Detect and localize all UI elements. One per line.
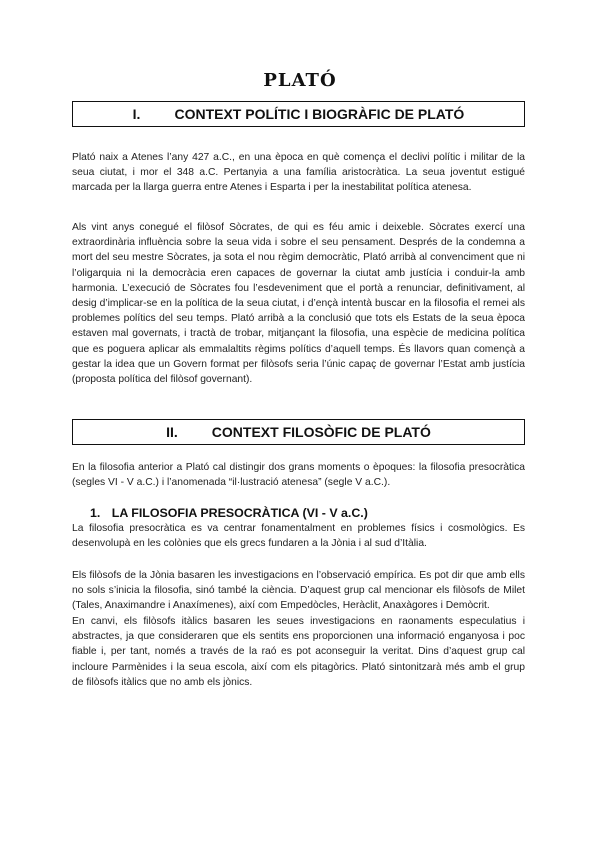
subsection-1-paragraph-3: En canvi, els filòsofs itàlics basaren les seues investigacions en raonaments especulatius i abstractes, ja que consideraren que els sentits ens proporcionen una informació enganyosa i poc fiable i, per tant, només a través de la raó es pot aconseguir la veritat. Dins d’aquest grup cal incloure Parmènides i la seua escola, així com els pitagòrics. Plató sintonitzarà més amb el grup de filòsofs itàlics que no amb els jònics. — [72, 616, 525, 688]
section-1-heading-box — [72, 101, 525, 127]
section-2-heading-box — [72, 419, 525, 445]
section-1-number: I. — [132, 106, 141, 122]
section-1-paragraph-2: Als vint anys conegué el filòsof Sòcrates, de qui es féu amic i deixeble. Sòcrates exercí una extraordinària influència sobre la seua vida i sobre el seu pensament. Després de la condemna a mort del seu mestre Sòcrates, ja sota el nou règim democràtic, Plató arribà al convenciment que ni l’oligarquia ni la democràcia eren capaces de governar la ciutat amb justícia i conduir-la amb harmonia. L’execució de Sòcrates fou l’esdeveniment que el portà a renunciar, definitivament, al desig d’implicar-se en la política de la seua ciutat, i d’ençà intentà buscar en la filosofia el remei als problemes polítics del seu temps. Plató arribà a la conclusió que tots els Estats de la seua època estaven mal governats, i tractà de trobar, mitjançant la filosofia, una espècie de medicina política que es poguera aplicar als emmalaltits règims polítics d’aquell temps. És llavors quan començà a gestar la idea que un Govern format per filòsofs seria l’únic capaç de governar l’Estat amb justícia (proposta política del filòsof governant). — [72, 222, 525, 386]
section-1-paragraph-1: Plató naix a Atenes l’any 427 a.C., en una època en què comença el declivi polític i militar de la seua ciutat, i mor el 348 a.C. Pertanyia a una família aristocràtica. La seua joventut estigué marcada per la llarga guerra entre Atenes i Esparta i per la inestabilitat política atenesa. — [72, 152, 525, 194]
subsection-1-paragraph-1: La filosofia presocràtica es va centrar fonamentalment en problemes físics i cosmològics. Es desenvolupà en les colònies que els grecs fundaren a la Jònia i al sud d’Itàlia. — [72, 523, 525, 550]
section-1-heading: CONTEXT POLÍTIC I BIOGRÀFIC DE PLATÓ — [174, 106, 465, 122]
subsection-1-number: 1. — [90, 506, 101, 520]
section-2-number: II. — [166, 424, 178, 440]
document-title: PLATÓ — [263, 70, 337, 91]
subsection-1-paragraph-2: Els filòsofs de la Jònia basaren les investigacions en l’observació empírica. Es pot dir que amb ells no sols s’inicia la filosofia, sinó també la ciència. D’aquest grup cal mencionar els filòsofs de Milet (Tales, Anaximandre i Anaxímenes), així com Empedòcles, Heràclit, Anaxàgores i Demòcrit. — [72, 570, 525, 612]
section-2-heading: CONTEXT FILOSÒFIC DE PLATÓ — [211, 424, 431, 440]
section-2-intro: En la filosofia anterior a Plató cal distingir dos grans moments o èpoques: la filosofia presocràtica (segles VI - V a.C.) i l’anomenada “il·lustració atenesa” (segle V a.C.). — [72, 462, 525, 489]
subsection-1-title: LA FILOSOFIA PRESOCRÀTICA (VI - V a.C.) — [111, 506, 368, 520]
subsection-1-heading — [90, 506, 368, 520]
